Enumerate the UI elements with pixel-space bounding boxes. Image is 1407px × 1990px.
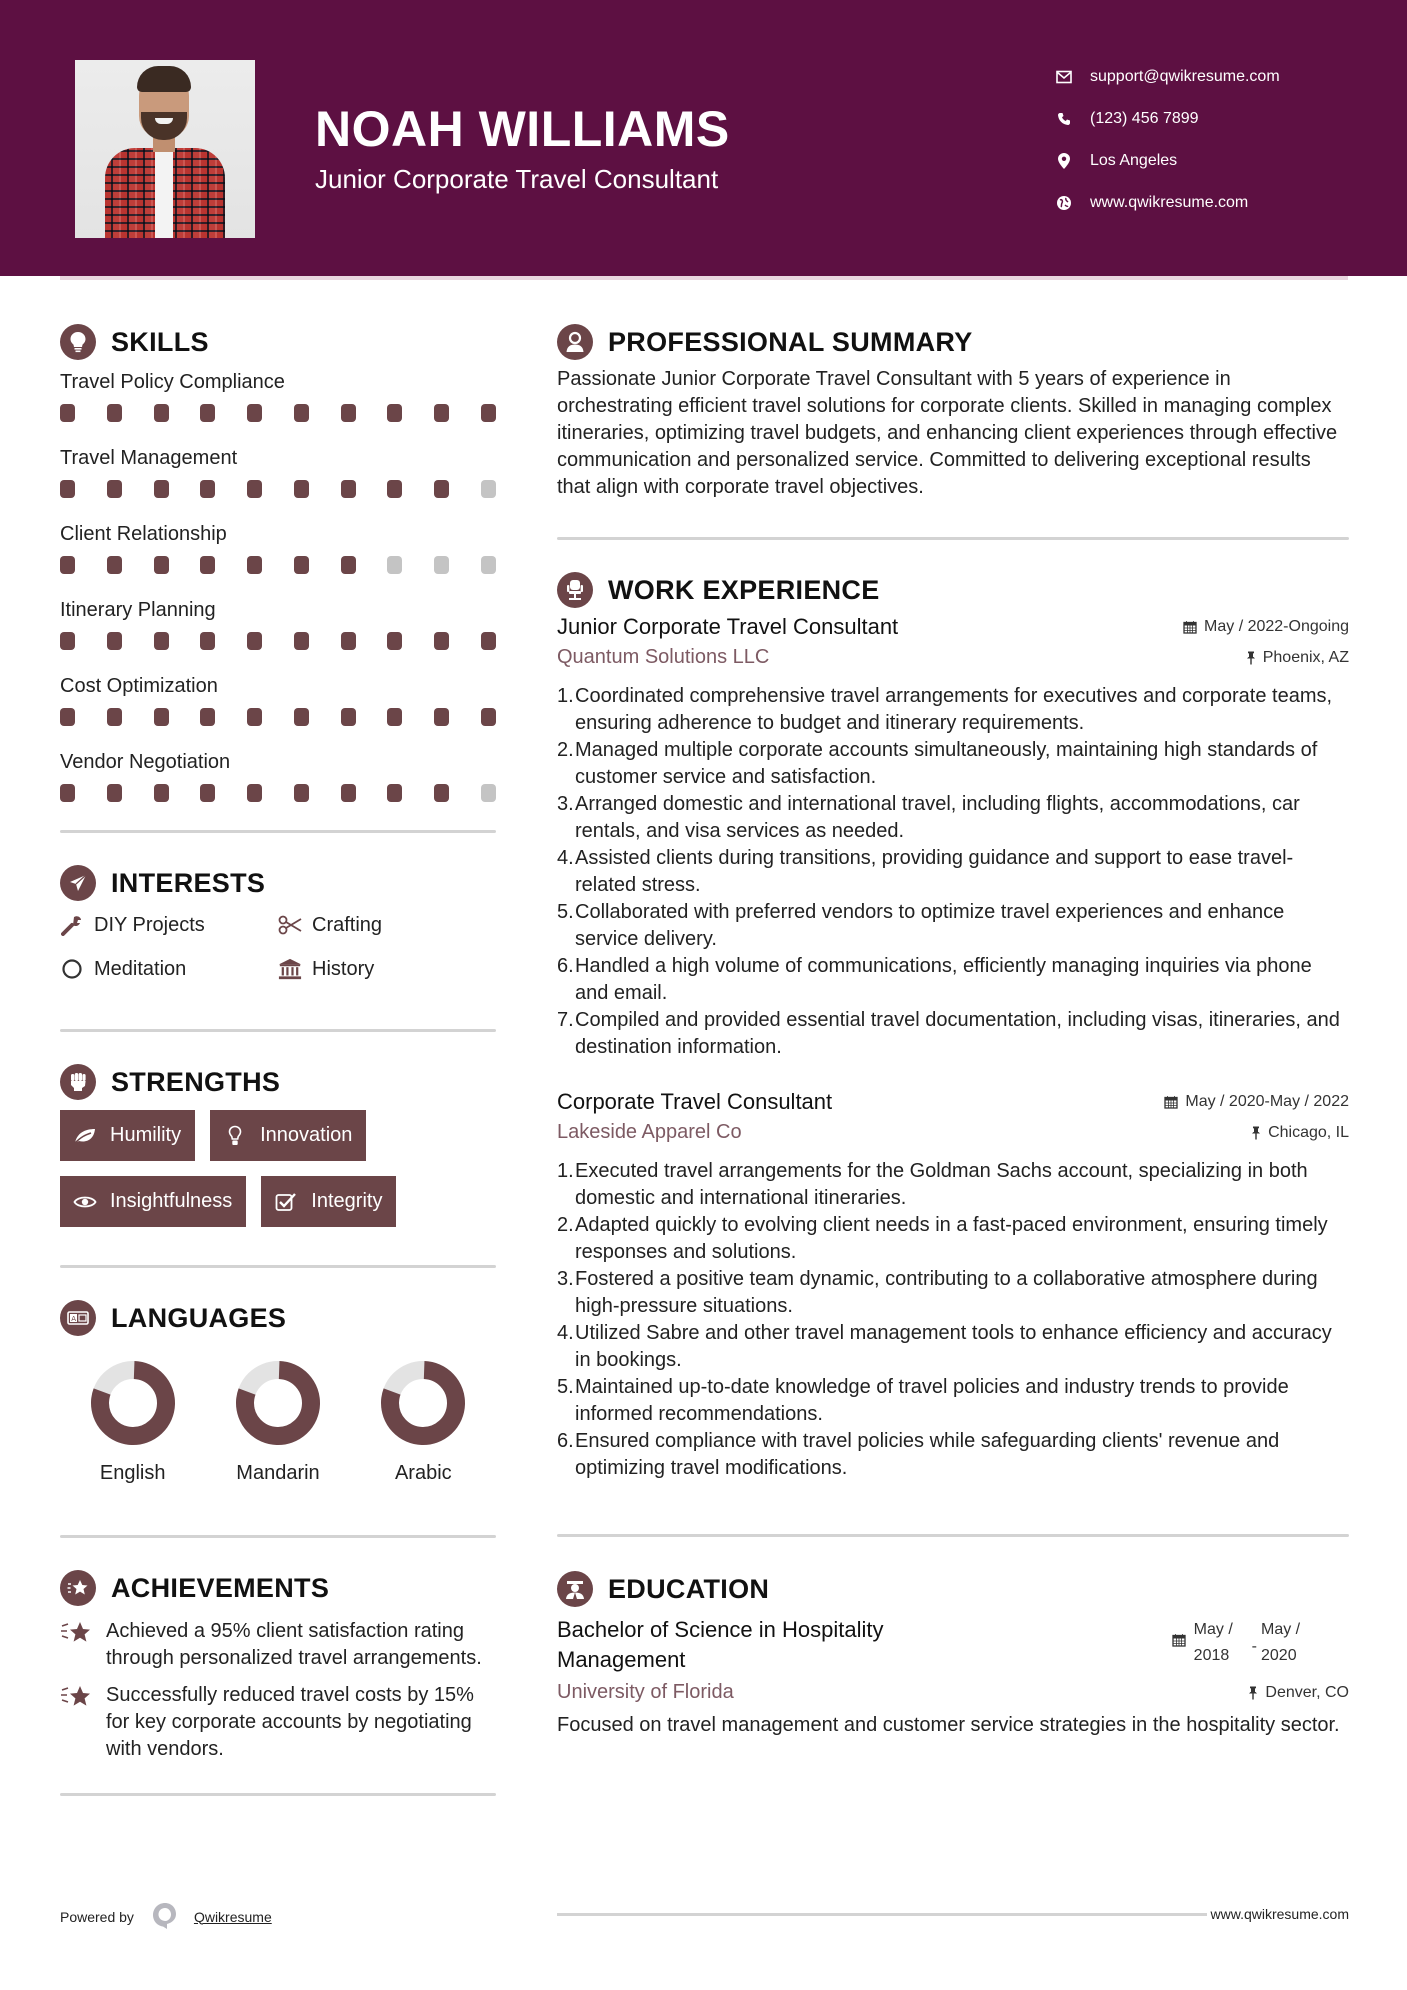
job-title: Junior Corporate Travel Consultant (557, 614, 899, 639)
interest-item: Meditation (60, 953, 278, 985)
language-name: Arabic (394, 1462, 452, 1484)
rating-dot-filled (294, 784, 309, 802)
job-bullet: 7. Compiled and provided essential travel documentation, including visas, itineraries, and destination information. (557, 1009, 1340, 1058)
interest-item: DIY Projects (60, 909, 278, 941)
degree: Bachelor of Science in Hospitality Management (557, 1617, 884, 1672)
rating-dot-empty (434, 556, 449, 574)
rating-dot-filled (154, 784, 169, 802)
skill-rating (60, 702, 496, 744)
qwikresume-logo-icon (150, 1900, 180, 1933)
rating-dot-filled (107, 404, 122, 422)
achievement-item: Successfully reduced travel costs by 15% for key corporate accounts by negotiating with vendors. (60, 1682, 496, 1763)
rating-dot-filled (200, 784, 215, 802)
strength-tag: Humility (60, 1110, 195, 1161)
jobs-list (557, 614, 1349, 1482)
rating-dot-filled (294, 404, 309, 422)
fist-icon (60, 1064, 96, 1100)
profile-photo (75, 60, 255, 238)
strengths-section (60, 1060, 496, 1227)
summary-text: Passionate Junior Corporate Travel Consultant with 5 years of experience in orchestrating efficient travel solutions for corporate clients. Skilled in managing complex itineraries, optimizing travel budgets, and enhancing client experiences through effective communication and personalized service. Committed to delivering exceptional results that align with corporate travel objectives. (557, 368, 1338, 498)
rating-dot-filled (481, 404, 496, 422)
rating-dot-filled (387, 632, 402, 650)
strength-tag: Innovation (210, 1110, 366, 1161)
skill-item (60, 442, 496, 516)
rating-dot-filled (341, 708, 356, 726)
rating-dot-filled (247, 480, 262, 498)
rating-dot-filled (200, 556, 215, 574)
resume-header (0, 0, 1407, 276)
pushpin-icon (1246, 651, 1256, 665)
contact-list (1054, 56, 1354, 224)
powered-by: Powered by Qwikresume (60, 1900, 272, 1933)
rating-dot-empty (387, 556, 402, 574)
rating-dot-filled (247, 784, 262, 802)
footer-url-bar (557, 1906, 1349, 1922)
summary-section (557, 320, 1349, 501)
skill-item (60, 594, 496, 668)
rating-dot-filled (107, 480, 122, 498)
rating-dot-filled (434, 404, 449, 422)
skills-section (60, 320, 496, 820)
contact-location: Los Angeles (1054, 140, 1354, 182)
achievements-heading: ACHIEVEMENTS (111, 1572, 330, 1603)
languages-heading: LANGUAGES (111, 1302, 287, 1333)
job-entry (557, 1089, 1349, 1482)
section-divider (60, 1793, 496, 1796)
strength-tag: Integrity (261, 1176, 396, 1227)
rating-dot-filled (481, 632, 496, 650)
section-divider (60, 830, 496, 833)
rating-dot-filled (154, 404, 169, 422)
language-name: Mandarin (236, 1462, 320, 1484)
rating-dot-empty (481, 480, 496, 498)
header-underline (60, 276, 1348, 280)
rating-dot-filled (247, 708, 262, 726)
contact-website[interactable]: www.qwikresume.com (1054, 182, 1354, 224)
job-entry (557, 614, 1349, 1061)
languages-section (60, 1296, 496, 1485)
rating-dot-filled (341, 556, 356, 574)
language-item (205, 1360, 350, 1485)
circle-icon (60, 957, 84, 981)
skill-item (60, 518, 496, 592)
skill-name: Travel Policy Compliance (60, 371, 285, 393)
strength-tag: Insightfulness (60, 1176, 246, 1227)
rating-dot-filled (60, 556, 75, 574)
job-bullet: 4. Utilized Sabre and other travel management tools to enhance efficiency and accuracy in bookings. (557, 1322, 1332, 1371)
education-section (557, 1567, 1349, 1739)
job-bullets (557, 1158, 1349, 1482)
rating-dot-filled (434, 480, 449, 498)
rating-dot-empty (481, 556, 496, 574)
experience-heading: WORK EXPERIENCE (608, 574, 880, 605)
lightbulb-icon (222, 1125, 248, 1147)
rating-dot-empty (481, 784, 496, 802)
strengths-list (60, 1110, 496, 1227)
right-column (557, 320, 1349, 1739)
rating-dot-filled (387, 404, 402, 422)
interests-heading: INTERESTS (111, 867, 266, 898)
rating-dot-filled (60, 404, 75, 422)
footer-divider (557, 1913, 1207, 1916)
skill-rating (60, 778, 496, 820)
achievement-item: Achieved a 95% client satisfaction rating through personalized travel arrangements. (60, 1618, 496, 1672)
skill-name: Vendor Negotiation (60, 751, 231, 773)
candidate-name: NOAH WILLIAMS (315, 101, 730, 157)
language-name: English (99, 1462, 166, 1484)
calendar-icon (1183, 620, 1197, 634)
rating-dot-filled (154, 708, 169, 726)
rating-dot-filled (434, 784, 449, 802)
scissors-icon (278, 913, 302, 937)
job-bullet: 3. Arranged domestic and international travel, including flights, accommodations, car rentals, and visa services as needed. (557, 793, 1300, 842)
school-name: University of Florida (557, 1681, 734, 1703)
rating-dot-filled (294, 632, 309, 650)
rating-dot-filled (247, 556, 262, 574)
rating-dot-filled (60, 708, 75, 726)
job-bullet: 4. Assisted clients during transitions, providing guidance and support to ease travel-related stress. (557, 847, 1294, 896)
contact-phone[interactable]: (123) 456 7899 (1054, 98, 1354, 140)
rating-dot-filled (107, 632, 122, 650)
job-dates: May / 2020-May / 2022 (1164, 1093, 1349, 1111)
skills-list (60, 366, 496, 820)
svg-text:A: A (71, 1315, 77, 1323)
language-donut-chart (90, 1360, 176, 1446)
job-bullet: 6. Ensured compliance with travel policies while safeguarding clients' revenue and optimizing travel modifications. (557, 1430, 1280, 1479)
museum-icon (278, 957, 302, 981)
rating-dot-filled (434, 632, 449, 650)
skill-rating (60, 626, 496, 668)
education-dates: May / 2018 - May / 2020 (1172, 1617, 1309, 1669)
skill-item (60, 670, 496, 744)
skill-name: Client Relationship (60, 523, 227, 545)
rating-dot-filled (60, 784, 75, 802)
interests-list (60, 909, 496, 985)
education-heading: EDUCATION (608, 1573, 770, 1604)
job-bullet: 3. Fostered a positive team dynamic, contributing to a collaborative atmosphere during high-pressure situations. (557, 1268, 1318, 1317)
rating-dot-filled (200, 404, 215, 422)
language-donut-chart (235, 1360, 321, 1446)
education-description: Focused on travel management and customer service strategies in the hospitality sector. (557, 1714, 1340, 1736)
skills-heading: SKILLS (111, 326, 209, 357)
wrench-icon (60, 913, 84, 937)
footer-url[interactable]: www.qwikresume.com (1210, 1906, 1349, 1922)
graduate-icon (557, 1571, 593, 1607)
rating-dot-filled (247, 632, 262, 650)
rating-dot-filled (107, 708, 122, 726)
rating-dot-filled (341, 404, 356, 422)
job-bullet: 5. Maintained up-to-date knowledge of travel policies and industry trends to provide informed recommendations. (557, 1376, 1289, 1425)
rating-dot-filled (294, 556, 309, 574)
rating-dot-filled (200, 632, 215, 650)
globe-icon (1054, 193, 1074, 213)
section-divider (60, 1265, 496, 1268)
check-square-icon (273, 1191, 299, 1213)
rating-dot-filled (200, 708, 215, 726)
rating-dot-filled (341, 480, 356, 498)
rating-dot-filled (387, 708, 402, 726)
language-item (351, 1360, 496, 1485)
rating-dot-filled (481, 708, 496, 726)
job-location: Phoenix, AZ (1246, 649, 1349, 667)
achievements-section (60, 1566, 496, 1763)
rating-dot-filled (154, 632, 169, 650)
rating-dot-filled (154, 480, 169, 498)
skill-rating (60, 398, 496, 440)
languages-list (60, 1360, 496, 1485)
company-name: Lakeside Apparel Co (557, 1121, 742, 1143)
contact-email[interactable]: support@qwikresume.com (1054, 56, 1354, 98)
rating-dot-filled (387, 480, 402, 498)
rating-dot-filled (341, 632, 356, 650)
rating-dot-filled (294, 480, 309, 498)
experience-section (557, 568, 1349, 1482)
skill-rating (60, 474, 496, 516)
paper-plane-icon (60, 865, 96, 901)
job-bullet: 2. Adapted quickly to evolving client needs in a fast-paced environment, ensuring timely responses and solutions. (557, 1214, 1328, 1263)
leaf-icon (72, 1125, 98, 1147)
rating-dot-filled (247, 404, 262, 422)
skill-name: Itinerary Planning (60, 599, 216, 621)
job-bullet: 6. Handled a high volume of communications, efficiently managing inquiries via phone and email. (557, 955, 1312, 1004)
section-divider (60, 1029, 496, 1032)
rating-dot-filled (60, 480, 75, 498)
company-name: Quantum Solutions LLC (557, 646, 770, 668)
qwikresume-link[interactable]: Qwikresume (193, 1908, 272, 1925)
job-title: Corporate Travel Consultant (557, 1089, 833, 1114)
job-bullets (557, 683, 1349, 1061)
section-divider (557, 1534, 1349, 1537)
map-marker-icon (1054, 151, 1074, 171)
left-column (60, 320, 496, 1796)
star-icon (60, 1618, 92, 1646)
job-location: Chicago, IL (1251, 1124, 1349, 1142)
job-bullet: 5. Collaborated with preferred vendors to optimize travel experiences and enhance service delivery. (557, 901, 1285, 950)
rating-dot-filled (200, 480, 215, 498)
calendar-icon (1172, 1630, 1186, 1656)
interests-section (60, 861, 496, 985)
star-badge-icon (60, 1570, 96, 1606)
rating-dot-filled (387, 784, 402, 802)
education-start-date: May / 2018 (1193, 1621, 1233, 1664)
education-location: Denver, CO (1248, 1684, 1349, 1702)
interest-item: History (278, 953, 478, 985)
job-dates: May / 2022-Ongoing (1183, 618, 1349, 636)
language-item (60, 1360, 205, 1485)
envelope-icon (1054, 67, 1074, 87)
rating-dot-filled (60, 632, 75, 650)
pushpin-icon (1251, 1126, 1261, 1140)
rating-dot-filled (434, 708, 449, 726)
section-divider (60, 1535, 496, 1538)
rating-dot-filled (107, 556, 122, 574)
job-bullet: 2. Managed multiple corporate accounts simultaneously, maintaining high standards of customer service and satisfaction. (557, 739, 1318, 788)
skill-item (60, 366, 496, 440)
pushpin-icon (1248, 1686, 1258, 1700)
skill-rating (60, 550, 496, 592)
skill-name: Cost Optimization (60, 675, 218, 697)
summary-heading: PROFESSIONAL SUMMARY (608, 326, 973, 357)
lightbulb-icon (60, 324, 96, 360)
office-chair-icon (557, 572, 593, 608)
rating-dot-filled (341, 784, 356, 802)
rating-dot-filled (294, 708, 309, 726)
candidate-title: Junior Corporate Travel Consultant (315, 164, 719, 194)
interest-item: Crafting (278, 909, 478, 941)
rating-dot-filled (107, 784, 122, 802)
language-icon (60, 1300, 96, 1336)
eye-icon (72, 1191, 98, 1213)
rating-dot-filled (154, 556, 169, 574)
education-end-date: May / 2020 (1261, 1621, 1301, 1664)
phone-icon (1054, 109, 1074, 129)
calendar-icon (1164, 1095, 1178, 1109)
star-icon (60, 1682, 92, 1710)
user-icon (557, 324, 593, 360)
language-donut-chart (380, 1360, 466, 1446)
job-bullet: 1. Executed travel arrangements for the Goldman Sachs account, specializing in both domestic and international itineraries. (557, 1160, 1308, 1209)
strengths-heading: STRENGTHS (111, 1066, 281, 1097)
skill-name: Travel Management (60, 447, 238, 469)
section-divider (557, 537, 1349, 540)
skill-item (60, 746, 496, 820)
job-bullet: 1. Coordinated comprehensive travel arrangements for executives and corporate teams, ensuring adherence to budget and itinerary requirements. (557, 685, 1333, 734)
